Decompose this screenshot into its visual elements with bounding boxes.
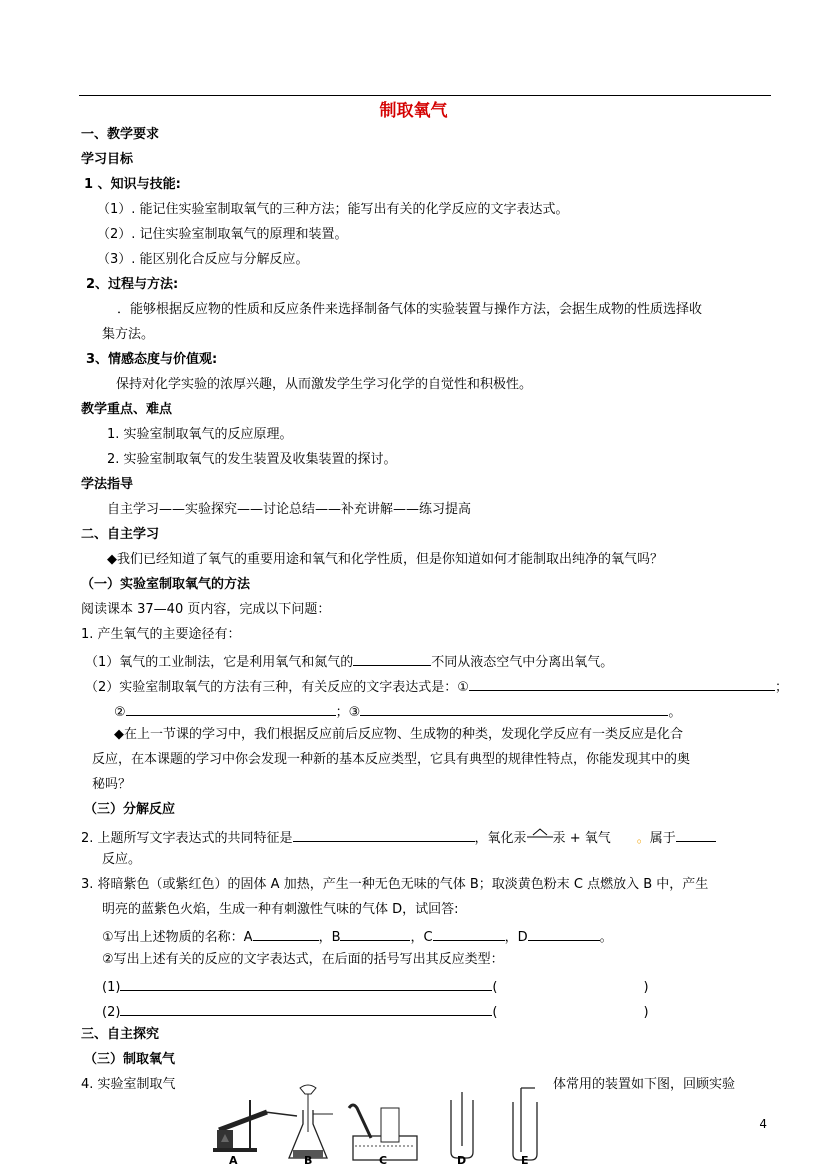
text-line: ◆我们已经知道了氧气的重要用途和氧气和化学性质，但是你知道如何才能制取出纯净的氧气吗？ <box>107 552 663 567</box>
question-line <box>85 651 613 672</box>
subheading: 教学重点、难点 <box>81 402 173 417</box>
subheading: 学法指导 <box>81 477 134 492</box>
goal-heading: 3、情感态度与价值观: <box>86 352 218 367</box>
answer-row <box>102 976 649 997</box>
answer-blank[interactable] <box>293 827 475 842</box>
text-line: （1）. 能记住实验室制取氧气的三种方法；能写出有关的化学反应的文字表达式。 <box>97 202 569 217</box>
apparatus-b-icon <box>289 1085 333 1158</box>
text-line: 秘吗？ <box>92 777 132 792</box>
text: 2. 上题所写文字表达式的共同特征是 <box>81 831 293 846</box>
text-line: 明亮的蓝紫色火焰，生成一种有刺激性气味的气体 D，试回答: <box>102 902 459 917</box>
apparatus-e-icon <box>513 1088 537 1160</box>
figure-label: D <box>457 1154 467 1167</box>
answer-blank[interactable] <box>433 926 505 941</box>
subheading: 学习目标 <box>81 152 134 167</box>
text-line: （2）. 记住实验室制取氧气的原理和装置。 <box>97 227 348 242</box>
text-line: 阅读课本 37—40 页内容，完成以下问题： <box>81 602 331 617</box>
text: ，D <box>504 930 528 945</box>
section-heading: 二、自主学习 <box>81 527 160 542</box>
text: 不同从液态空气中分离出氧气。 <box>431 655 614 670</box>
text: ，B <box>318 930 341 945</box>
text: 。 <box>668 705 682 720</box>
text-line: ．能够根据反应物的性质和反应条件来选择制备气体的实验装置与操作方法，会据生成物的性质选择收 <box>117 302 703 317</box>
question: 1. 产生氧气的主要途径有： <box>81 627 241 642</box>
text: （2）实验室制取氧气的方法有三种，有关反应的文字表达式是：① <box>85 680 469 695</box>
text-line: 体常用的装置如下图，回顾实验 <box>553 1077 736 1092</box>
text: ，C <box>410 930 433 945</box>
answer-blank[interactable] <box>126 701 336 716</box>
text: ) <box>643 1005 649 1020</box>
text: ( <box>492 980 498 995</box>
text: ； <box>774 680 788 695</box>
answer-blank[interactable] <box>469 676 775 691</box>
apparatus-d-icon <box>451 1092 473 1158</box>
text: ② <box>114 705 126 720</box>
figure-label: A <box>229 1154 238 1167</box>
text: (2) <box>102 1005 121 1020</box>
answer-blank[interactable] <box>120 976 492 991</box>
answer-blank[interactable] <box>360 701 668 716</box>
section-heading: 三、自主探究 <box>81 1027 160 1042</box>
text-line: ◆在上一节课的学习中，我们根据反应前后反应物、生成物的种类，发现化学反应有一类反应是化合 <box>114 727 683 742</box>
text: 汞 + 氧气 <box>552 831 611 846</box>
text: ，氧化汞 <box>474 831 527 846</box>
text-line: 保持对化学实验的浓厚兴趣，从而激发学生学习化学的自觉性和积极性。 <box>116 377 533 392</box>
question-line <box>81 827 716 848</box>
question: 4. 实验室制取气 <box>81 1077 176 1092</box>
text: 。 <box>636 831 650 846</box>
text-line: 反应，在本课题的学习中你会发现一种新的基本反应类型，它具有典型的规律性特点，你能发现其中的奥 <box>92 752 691 767</box>
answer-blank[interactable] <box>353 651 431 666</box>
text-line: 2. 实验室制取氧气的发生装置及收集装置的探讨。 <box>107 452 397 467</box>
page-number: 4 <box>759 1117 767 1131</box>
question: 3. 将暗紫色（或紫红色）的固体 A 加热，产生一种无色无味的气体 B；取淡黄色粉末 C 点燃放入 B 中，产生 <box>81 877 709 892</box>
answer-blank[interactable] <box>340 926 410 941</box>
text-line: 反应。 <box>102 852 142 867</box>
figure-label: B <box>304 1154 313 1167</box>
answer-blank[interactable] <box>253 926 319 941</box>
text: （1）氧气的工业制法，它是利用氧气和氮气的 <box>85 655 354 670</box>
text-line: 自主学习——实验探究——讨论总结——补充讲解——练习提高 <box>107 502 472 517</box>
apparatus-a-icon <box>213 1100 297 1152</box>
text: 。 <box>599 930 613 945</box>
goal-heading: 2、过程与方法: <box>86 277 179 292</box>
answer-blank[interactable] <box>528 926 600 941</box>
answer-blank[interactable] <box>120 1001 492 1016</box>
question-line <box>102 926 613 947</box>
text-line: （3）. 能区别化合反应与分解反应。 <box>97 252 309 267</box>
goal-heading: 1 、知识与技能: <box>84 177 181 192</box>
text: ；③ <box>335 705 361 720</box>
apparatus-figure <box>205 1082 555 1170</box>
question-line <box>85 676 788 697</box>
section-heading: 一、教学要求 <box>81 127 160 142</box>
question-line <box>114 701 681 722</box>
figure-label: C <box>379 1154 388 1167</box>
text-line: ②写出上述有关的反应的文字表达式，在后面的括号写出其反应类型： <box>102 952 504 967</box>
subheading: （三）分解反应 <box>84 802 176 817</box>
text-line: 1. 实验室制取氧气的反应原理。 <box>107 427 293 442</box>
subheading: （一）实验室制取氧气的方法 <box>81 577 251 592</box>
text-line: 集方法。 <box>102 327 155 342</box>
answer-blank[interactable] <box>676 827 716 842</box>
answer-row <box>102 1001 649 1022</box>
text: ) <box>643 980 649 995</box>
apparatus-c-icon <box>349 1105 417 1160</box>
text: (1) <box>102 980 121 995</box>
text: 属于 <box>649 831 676 846</box>
header-rule <box>79 95 771 96</box>
text: ( <box>492 1005 498 1020</box>
subheading: （三）制取氧气 <box>84 1052 176 1067</box>
figure-label: E <box>521 1154 529 1167</box>
page-title: 制取氧气 <box>379 101 448 121</box>
heat-condition-icon <box>527 827 553 847</box>
text: ①写出上述物质的名称：A <box>102 930 253 945</box>
